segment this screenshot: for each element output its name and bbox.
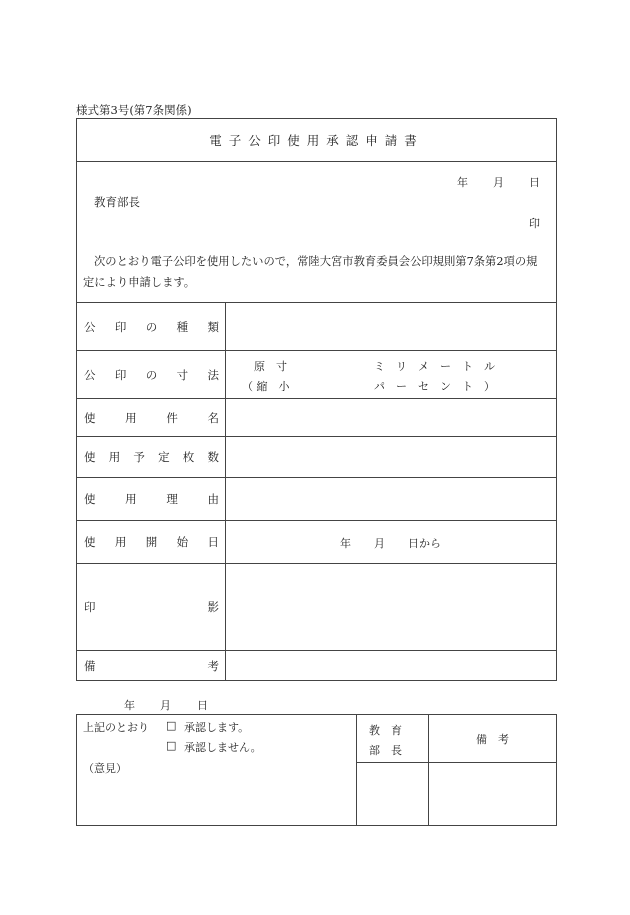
approval-table xyxy=(76,714,557,826)
label-char: の xyxy=(145,319,158,334)
addressee: 教育部長 xyxy=(94,195,140,209)
applicant-seal-mark: 印 xyxy=(529,217,540,230)
label-usage-name xyxy=(77,399,226,437)
education-head-seal-box[interactable] xyxy=(357,763,429,826)
label-char: 公 xyxy=(84,367,96,382)
label-planned-count xyxy=(77,437,226,478)
label-char: 法 xyxy=(207,367,219,382)
start-year: 年 xyxy=(340,537,351,550)
label-char: 開 xyxy=(145,535,158,549)
label-char: 印 xyxy=(114,319,127,334)
value-usage-name[interactable] xyxy=(226,399,557,437)
approval-decision-cell xyxy=(77,715,357,826)
label-char: 件 xyxy=(166,410,178,425)
label-char: 使 xyxy=(84,410,96,425)
label-char: 寸 xyxy=(176,367,189,382)
label-char: 類 xyxy=(207,319,219,334)
label-start-date xyxy=(77,521,226,564)
value-seal-size[interactable] xyxy=(226,351,557,399)
label-char: 考 xyxy=(207,658,219,673)
form-title: 電子公印使用承認申請書 xyxy=(77,119,557,162)
approval-date-day: 日 xyxy=(197,699,208,712)
label-char: 使 xyxy=(84,535,96,549)
size-percent: パ ー セ ン ト ） xyxy=(374,380,495,393)
approval-date-year: 年 xyxy=(124,699,135,712)
approve-label: 承認します。 xyxy=(184,721,250,734)
approval-lead: 上記のとおり xyxy=(83,721,149,734)
form-number-caption: 様式第3号(第7条関係) xyxy=(76,103,192,117)
request-text-line1: 次のとおり電子公印を使用したいので，常陸大宮市教育委員会公印規則第7条第2項の規 xyxy=(94,255,538,268)
value-planned-count[interactable] xyxy=(226,437,557,478)
label-char: 用 xyxy=(125,492,137,506)
date-month: 月 xyxy=(493,176,504,189)
size-original: 原 寸 xyxy=(254,360,287,373)
label-char: 用 xyxy=(114,535,127,549)
label-seal-impression xyxy=(77,564,226,651)
label-usage-reason xyxy=(77,478,226,521)
label-char: 用 xyxy=(108,450,121,464)
reject-label: 承認しません。 xyxy=(184,741,262,754)
opinion-label: （意見） xyxy=(83,762,127,775)
start-day-suffix: 日から xyxy=(408,537,441,550)
size-millimeter: ミ リ メ ー ト ル xyxy=(374,360,495,373)
label-seal-size xyxy=(77,351,226,399)
approval-remarks-label: 備 考 xyxy=(429,715,557,763)
label-char: 名 xyxy=(207,410,219,425)
reject-checkbox[interactable]: □ xyxy=(166,739,177,752)
label-char: 理 xyxy=(166,492,178,506)
label-char: 予 xyxy=(133,450,145,464)
label-char: 種 xyxy=(176,319,189,334)
label-char: 備 xyxy=(84,658,96,673)
date-year: 年 xyxy=(457,176,468,189)
date-day: 日 xyxy=(529,176,540,189)
label-char: 数 xyxy=(207,450,219,464)
label-remarks xyxy=(77,651,226,681)
education-head-line2: 部 長 xyxy=(369,744,402,757)
value-seal-impression[interactable] xyxy=(226,564,557,651)
application-form xyxy=(76,118,557,681)
label-char: 始 xyxy=(176,535,189,549)
education-head-label-cell xyxy=(357,715,429,763)
label-char: 用 xyxy=(125,410,137,425)
approval-date-month: 月 xyxy=(160,699,171,712)
value-seal-kind[interactable] xyxy=(226,303,557,351)
value-usage-reason[interactable] xyxy=(226,478,557,521)
size-reduced: （ 縮 小 xyxy=(242,380,290,393)
label-seal-kind xyxy=(77,303,226,351)
request-text-line2: 定により申請します。 xyxy=(83,276,196,289)
start-month: 月 xyxy=(374,537,385,550)
value-start-date[interactable] xyxy=(226,521,557,564)
label-char: 日 xyxy=(207,535,219,549)
label-char: 印 xyxy=(114,367,127,382)
approval-remarks-box[interactable] xyxy=(429,763,557,826)
label-char: 印 xyxy=(84,600,96,614)
label-char: 枚 xyxy=(182,450,195,464)
label-char: の xyxy=(145,367,158,382)
label-char: 使 xyxy=(84,492,96,506)
approve-checkbox[interactable]: □ xyxy=(166,719,177,732)
intro-section xyxy=(77,162,557,303)
label-char: 定 xyxy=(158,450,170,464)
label-char: 使 xyxy=(84,450,96,464)
value-remarks[interactable] xyxy=(226,651,557,681)
label-char: 公 xyxy=(84,319,96,334)
education-head-line1: 教 育 xyxy=(369,724,402,737)
label-char: 由 xyxy=(207,492,219,506)
label-char: 影 xyxy=(207,600,219,614)
